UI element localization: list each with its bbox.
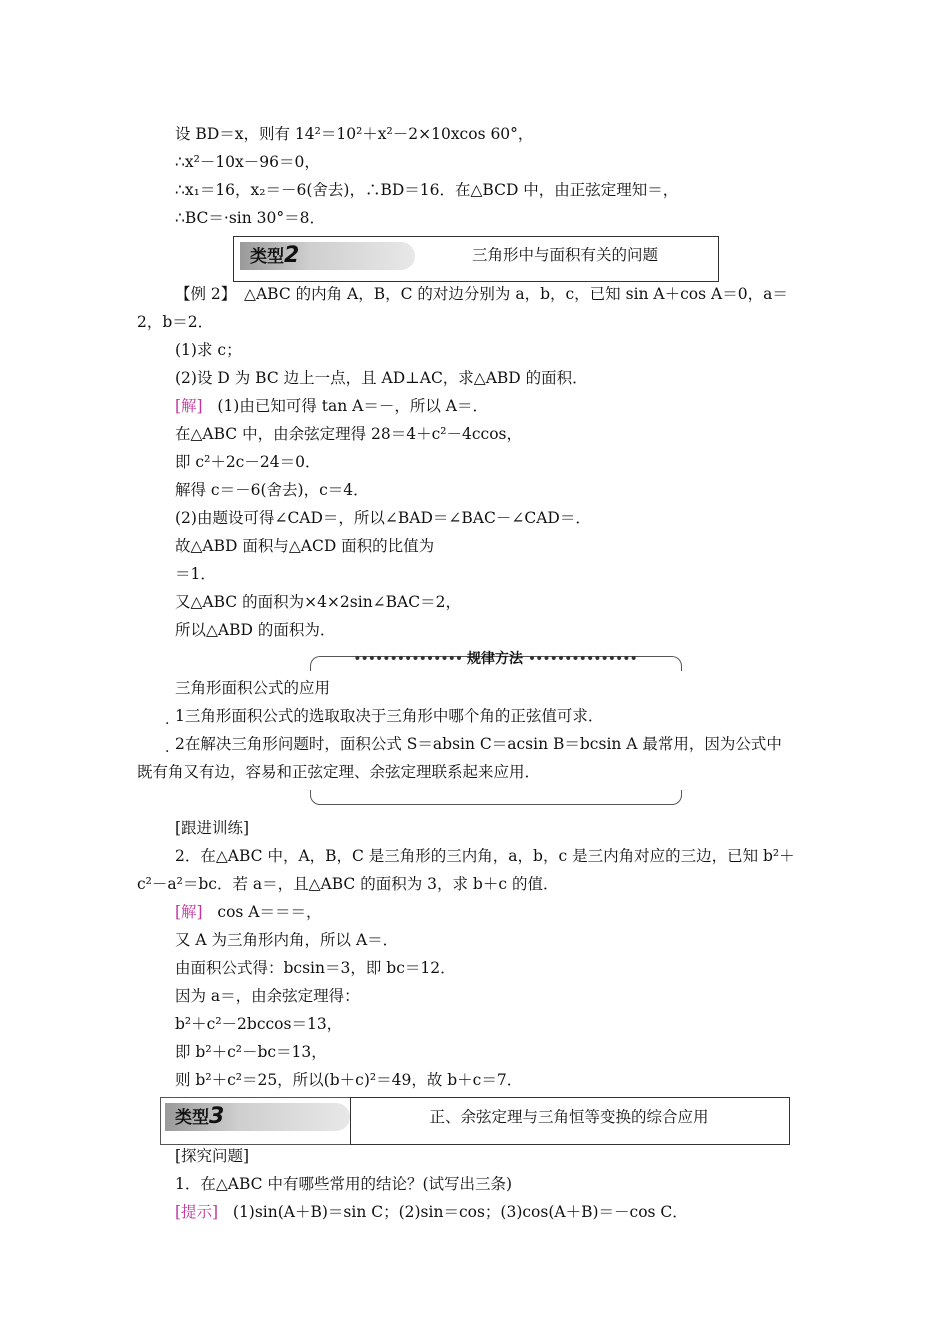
solution1-line-5: (2)由题设可得∠CAD＝，所以∠BAD＝∠BAC－∠CAD＝． (175, 509, 591, 527)
method-item-2: 2在解决三角形问题时，面积公式 S＝absin C＝acsin B＝bcsin A 最常用，因为公式中 (175, 735, 782, 753)
practice-line-5: b²＋c²－2bccos＝13， (175, 1015, 343, 1033)
method-item-1: 1三角形面积公式的选取取决于三角形中哪个角的正弦值可求． (175, 707, 604, 725)
method-dots-right: ••••••••••••••• (527, 651, 637, 667)
method-label: 规律方法 (467, 651, 523, 667)
type2-badge-num: 2 (284, 243, 300, 268)
practice-line-1: cos A＝＝＝， (217, 903, 322, 921)
example2-question-1: (1)求 c； (175, 341, 242, 359)
method-label-wrap (330, 648, 660, 668)
example2-line-2: 2，b＝2． (137, 313, 214, 331)
top-line-3: ∴x₁＝16，x₂＝－6(舍去)，∴BD＝16．在△BCD 中，由正弦定理知＝， (175, 181, 679, 199)
practice-question-line-2: c²－a²＝bc．若 a＝，且△ABC 的面积为 3，求 b＋c 的值． (137, 875, 559, 893)
explore-hint-wrap (175, 1202, 688, 1222)
type3-title: 正、余弦定理与三角恒等变换的综合应用 (429, 1108, 709, 1126)
hint-tag: [提示] (175, 1203, 219, 1221)
practice-question-line-1: 2．在△ABC 中，A，B，C 是三角形的三内角，a，b，c 是三内角对应的三边，已知 b²＋ (175, 847, 795, 865)
method-bullet-2: . (165, 740, 170, 756)
example2-line-1: 【例 2】 △ABC 的内角 A，B，C 的对边分别为 a，b，c，已知 sin A＋cos A＝0，a＝ (175, 285, 788, 303)
method-bullet-1: . (165, 712, 170, 728)
top-line-2: ∴x²－10x－96＝0， (175, 153, 320, 171)
top-line-1: 设 BD＝x，则有 14²＝10²＋x²－2×10xcos 60°， (175, 125, 534, 143)
solution1-line-9: 所以△ABD 的面积为． (175, 621, 336, 639)
top-line-4: ∴BC＝·sin 30°＝8． (175, 209, 325, 227)
solution1-line-2: 在△ABC 中，由余弦定理得 28＝4＋c²－4ccos， (175, 425, 522, 443)
practice-heading: [跟进训练] (175, 819, 250, 837)
method-heading: 三角形面积公式的应用 (175, 679, 331, 697)
solution1-line-7: ＝1． (175, 565, 216, 583)
type3-badge-label: 类型 (175, 1108, 209, 1128)
explore-hint: (1)sin(A＋B)＝sin C；(2)sin＝cos；(3)cos(A＋B)＝－cos C． (232, 1203, 688, 1221)
practice-solution-tag: [解] (175, 903, 203, 921)
practice-line-7: 则 b²＋c²＝25，所以(b＋c)²＝49，故 b＋c＝7． (175, 1071, 523, 1089)
solution1-line-8: 又△ABC 的面积为×4×2sin∠BAC＝2， (175, 593, 461, 611)
type3-badge-num: 3 (209, 1104, 225, 1129)
method-dots-left: ••••••••••••••• (353, 651, 463, 667)
practice-line-1-wrap (175, 902, 321, 922)
type2-badge (240, 242, 415, 270)
practice-line-4: 因为 a＝，由余弦定理得： (175, 987, 360, 1005)
method-item-2-cont: 既有角又有边，容易和正弦定理、余弦定理联系起来应用． (137, 763, 541, 781)
solution1-line-3: 即 c²＋2c－24＝0． (175, 453, 321, 471)
type2-badge-label: 类型 (250, 247, 284, 267)
type3-badge (165, 1103, 350, 1131)
method-box-bottom (310, 790, 682, 805)
solution-tag: [解] (175, 397, 203, 415)
practice-line-2: 又 A 为三角形内角，所以 A＝． (175, 931, 399, 949)
solution1-line-6: 故△ABD 面积与△ACD 面积的比值为 (175, 537, 435, 555)
explore-heading: [探究问题] (175, 1147, 250, 1165)
solution1-line-4: 解得 c＝－6(舍去)，c＝4． (175, 481, 369, 499)
practice-line-3: 由面积公式得：bcsin＝3，即 bc＝12． (175, 959, 456, 977)
explore-question-1: 1．在△ABC 中有哪些常用的结论？(试写出三条) (175, 1175, 513, 1193)
solution1-line-1-wrap (175, 396, 488, 416)
solution1-line-1: (1)由已知可得 tan A＝－，所以 A＝． (217, 397, 488, 415)
practice-line-6: 即 b²＋c²－bc＝13， (175, 1043, 327, 1061)
example2-question-2: (2)设 D 为 BC 边上一点，且 AD⊥AC，求△ABD 的面积． (175, 369, 588, 387)
type2-title: 三角形中与面积有关的问题 (471, 246, 658, 264)
